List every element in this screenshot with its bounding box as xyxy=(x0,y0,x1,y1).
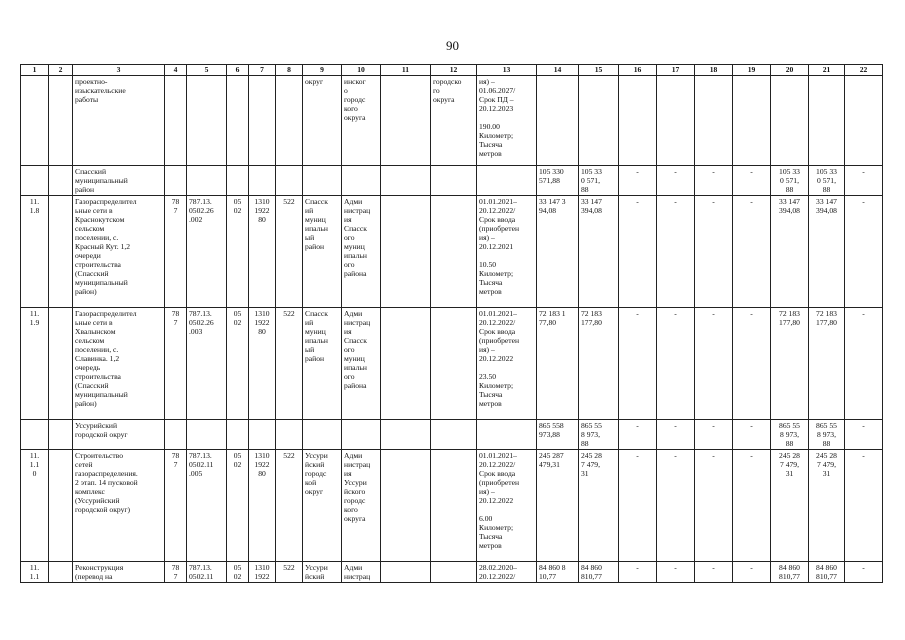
table-cell xyxy=(303,420,342,450)
table-cell: - xyxy=(619,308,657,420)
table-cell: 787.13. 0502.26 .002 xyxy=(187,196,227,308)
table-cell: 01.01.2021– 20.12.2022/ Срок ввода (приобретен ия) – 20.12.2022 6.00 Километр; Тысяча метров xyxy=(477,450,537,562)
table-cell xyxy=(431,562,477,583)
table-cell: ия) – 01.06.2027/ Срок ПД – 20.12.2023 190.00 Километр; Тысяча метров xyxy=(477,76,537,166)
table-cell: - xyxy=(733,420,771,450)
table-cell: Газораспределител ьные сети в Хвалынском сельском поселении, с. Славинка. 1,2 очередь строительства (Спасский муниципальный район) xyxy=(73,308,165,420)
header-cell: 12 xyxy=(431,65,477,76)
table-cell: 522 xyxy=(276,450,303,562)
table-cell: - xyxy=(733,166,771,196)
table-cell xyxy=(657,76,695,166)
table-cell: 865 558 973,88 xyxy=(537,420,579,450)
table-cell: 84 860 810,77 xyxy=(771,562,809,583)
table-cell: 787.13. 0502.11 xyxy=(187,562,227,583)
table-cell xyxy=(49,308,73,420)
table-cell: - xyxy=(845,450,883,562)
table-cell: 01.01.2021– 20.12.2022/ Срок ввода (приобретен ия) – 20.12.2022 23.50 Километр; Тысяча метров xyxy=(477,308,537,420)
table-cell xyxy=(431,166,477,196)
table-cell xyxy=(771,76,809,166)
table-cell xyxy=(381,562,431,583)
header-cell: 19 xyxy=(733,65,771,76)
table-cell: - xyxy=(657,196,695,308)
table-cell xyxy=(165,166,187,196)
table-cell: 105 330 571,88 xyxy=(537,166,579,196)
table-row xyxy=(21,420,883,450)
header-cell: 21 xyxy=(809,65,845,76)
table-cell xyxy=(165,76,187,166)
table-cell: - xyxy=(845,420,883,450)
header-cell: 17 xyxy=(657,65,695,76)
table-cell: 1310 1922 80 xyxy=(249,308,276,420)
table-cell: - xyxy=(695,308,733,420)
table-cell: 105 33 0 571, 88 xyxy=(579,166,619,196)
table-cell: 78 7 xyxy=(165,450,187,562)
table-cell: 33 147 394,08 xyxy=(771,196,809,308)
table-cell xyxy=(381,450,431,562)
table-cell xyxy=(276,420,303,450)
header-cell: 1 xyxy=(21,65,49,76)
table-cell xyxy=(431,450,477,562)
table-cell: 78 7 xyxy=(165,562,187,583)
table-cell: Уссури йский xyxy=(303,562,342,583)
table-cell xyxy=(49,420,73,450)
table-cell: - xyxy=(657,420,695,450)
table-cell xyxy=(227,420,249,450)
table-cell: - xyxy=(733,562,771,583)
table-cell: Реконструкция (перевод на xyxy=(73,562,165,583)
table-cell: 72 183 177,80 xyxy=(809,308,845,420)
table-cell: 245 28 7 479, 31 xyxy=(579,450,619,562)
table-cell: 28.02.2020– 20.12.2022/ xyxy=(477,562,537,583)
table-cell: 787.13. 0502.11 .005 xyxy=(187,450,227,562)
table-cell: - xyxy=(695,196,733,308)
table-row xyxy=(21,562,883,583)
header-cell: 16 xyxy=(619,65,657,76)
page-number: 90 xyxy=(446,38,459,53)
table-cell: - xyxy=(657,166,695,196)
table-cell xyxy=(809,76,845,166)
table-cell: - xyxy=(733,450,771,562)
table-cell xyxy=(187,420,227,450)
table-cell: 11. 1.8 xyxy=(21,196,49,308)
table-cell: 245 28 7 479, 31 xyxy=(809,450,845,562)
table-cell: Адми нистрац xyxy=(342,562,381,583)
table-cell xyxy=(276,166,303,196)
table-cell: Адми нистрац ия Уссури йского городс кого округа xyxy=(342,450,381,562)
table-cell xyxy=(619,76,657,166)
table-cell: - xyxy=(845,308,883,420)
table-cell xyxy=(227,166,249,196)
table-cell: - xyxy=(695,420,733,450)
header-cell: 10 xyxy=(342,65,381,76)
header-cell: 8 xyxy=(276,65,303,76)
table-cell: Спасск ий муниц ипальн ый район xyxy=(303,196,342,308)
header-cell: 6 xyxy=(227,65,249,76)
table-cell xyxy=(49,76,73,166)
table-cell: - xyxy=(657,450,695,562)
header-cell: 4 xyxy=(165,65,187,76)
header-cell: 11 xyxy=(381,65,431,76)
table-cell: проектно- изыскательские работы xyxy=(73,76,165,166)
table-cell: 522 xyxy=(276,308,303,420)
table-cell: 865 55 8 973, 88 xyxy=(771,420,809,450)
table-cell xyxy=(845,76,883,166)
table-cell: 865 55 8 973, 88 xyxy=(809,420,845,450)
table-cell: 522 xyxy=(276,196,303,308)
table-cell: 72 183 177,80 xyxy=(579,308,619,420)
table-cell xyxy=(249,76,276,166)
header-cell: 22 xyxy=(845,65,883,76)
table-cell: 1310 1922 80 xyxy=(249,450,276,562)
table-cell xyxy=(303,166,342,196)
table-cell: 245 287 479,31 xyxy=(537,450,579,562)
table-cell xyxy=(431,308,477,420)
table-cell: 522 xyxy=(276,562,303,583)
table-cell xyxy=(187,166,227,196)
table-cell xyxy=(733,76,771,166)
table-row xyxy=(21,196,883,308)
table-cell: - xyxy=(695,166,733,196)
header-cell: 14 xyxy=(537,65,579,76)
table-cell: 33 147 394,08 xyxy=(809,196,845,308)
table-cell xyxy=(49,196,73,308)
header-cell: 13 xyxy=(477,65,537,76)
table-cell: 11. 1.9 xyxy=(21,308,49,420)
table-cell: 05 02 xyxy=(227,450,249,562)
table-cell: Адми нистрац ия Спасск ого муниц ипальн ого района xyxy=(342,308,381,420)
table-cell xyxy=(49,450,73,562)
table-cell: - xyxy=(619,166,657,196)
table-cell: Строительство сетей газораспределения. 2 этап. 14 пусковой комплекс (Уссурийский городской округ) xyxy=(73,450,165,562)
table-cell: 105 33 0 571, 88 xyxy=(809,166,845,196)
header-cell: 15 xyxy=(579,65,619,76)
table-cell: Уссурийский городской округ xyxy=(73,420,165,450)
table-cell: - xyxy=(845,196,883,308)
header-row xyxy=(21,65,883,76)
table-cell xyxy=(249,166,276,196)
table-cell xyxy=(381,308,431,420)
header-cell: 7 xyxy=(249,65,276,76)
header-cell: 5 xyxy=(187,65,227,76)
table-row xyxy=(21,450,883,562)
table-cell: 105 33 0 571, 88 xyxy=(771,166,809,196)
table-cell xyxy=(381,166,431,196)
table-cell xyxy=(431,420,477,450)
table-cell: - xyxy=(733,196,771,308)
table-cell: 05 02 xyxy=(227,196,249,308)
header-cell: 18 xyxy=(695,65,733,76)
table-cell: 84 860 810,77 xyxy=(809,562,845,583)
table-cell: 11. 1.1 xyxy=(21,562,49,583)
table-cell: 01.01.2021– 20.12.2022/ Срок ввода (приобретен ия) – 20.12.2021 10.50 Километр; Тысяча метров xyxy=(477,196,537,308)
table-cell xyxy=(165,420,187,450)
table-cell: 787.13. 0502.26 .003 xyxy=(187,308,227,420)
table-cell: 72 183 1 77,80 xyxy=(537,308,579,420)
table-cell: 78 7 xyxy=(165,308,187,420)
budget-table xyxy=(20,64,883,583)
table-cell xyxy=(342,166,381,196)
table-cell xyxy=(49,562,73,583)
table-cell xyxy=(227,76,249,166)
table-cell: 1310 1922 80 xyxy=(249,196,276,308)
table-row xyxy=(21,308,883,420)
table-cell: Спасский муниципальный район xyxy=(73,166,165,196)
table-cell xyxy=(49,166,73,196)
table-cell: Уссури йский городс кой округ xyxy=(303,450,342,562)
table-cell: округ xyxy=(303,76,342,166)
table-cell: - xyxy=(733,308,771,420)
table-cell: - xyxy=(845,166,883,196)
table-cell xyxy=(431,196,477,308)
table-cell xyxy=(276,76,303,166)
table-cell xyxy=(477,420,537,450)
table-cell: городско го округа xyxy=(431,76,477,166)
table-cell: - xyxy=(619,562,657,583)
table-cell xyxy=(21,420,49,450)
table-cell: - xyxy=(619,196,657,308)
table-cell: - xyxy=(695,562,733,583)
table-cell: - xyxy=(695,450,733,562)
table-row xyxy=(21,76,883,166)
table-cell xyxy=(579,76,619,166)
table-cell: 72 183 177,80 xyxy=(771,308,809,420)
table-cell xyxy=(21,166,49,196)
table-cell: 33 147 3 94,08 xyxy=(537,196,579,308)
table-cell: - xyxy=(845,562,883,583)
table-row xyxy=(21,166,883,196)
table-cell: - xyxy=(657,562,695,583)
table-cell: 11. 1.1 0 xyxy=(21,450,49,562)
table-cell: Спасск ий муниц ипальн ый район xyxy=(303,308,342,420)
table-cell xyxy=(537,76,579,166)
header-cell: 2 xyxy=(49,65,73,76)
table-cell: 05 02 xyxy=(227,562,249,583)
table-cell xyxy=(695,76,733,166)
header-cell: 20 xyxy=(771,65,809,76)
table-cell: 245 28 7 479, 31 xyxy=(771,450,809,562)
table-cell xyxy=(477,166,537,196)
table-cell xyxy=(21,76,49,166)
table-cell: - xyxy=(619,450,657,562)
table-cell: 05 02 xyxy=(227,308,249,420)
table-cell: 865 55 8 973, 88 xyxy=(579,420,619,450)
header-cell: 9 xyxy=(303,65,342,76)
table-cell: 1310 1922 xyxy=(249,562,276,583)
header-cell: 3 xyxy=(73,65,165,76)
table-cell: инског о городс кого округа xyxy=(342,76,381,166)
table-cell xyxy=(249,420,276,450)
table-cell: 33 147 394,08 xyxy=(579,196,619,308)
table-cell: 78 7 xyxy=(165,196,187,308)
table-cell xyxy=(187,76,227,166)
table-cell: - xyxy=(619,420,657,450)
table-cell: Газораспределител ьные сети в Краснокутском сельском поселении, с. Красный Кут. 1,2 очереди строительства (Спасский муниципальный район) xyxy=(73,196,165,308)
table-cell: - xyxy=(657,308,695,420)
table-cell xyxy=(381,76,431,166)
table-cell xyxy=(381,420,431,450)
table-cell: 84 860 8 10,77 xyxy=(537,562,579,583)
table-cell: 84 860 810,77 xyxy=(579,562,619,583)
table-cell xyxy=(381,196,431,308)
table-cell: Адми нистрац ия Спасск ого муниц ипальн ого района xyxy=(342,196,381,308)
table-cell xyxy=(342,420,381,450)
